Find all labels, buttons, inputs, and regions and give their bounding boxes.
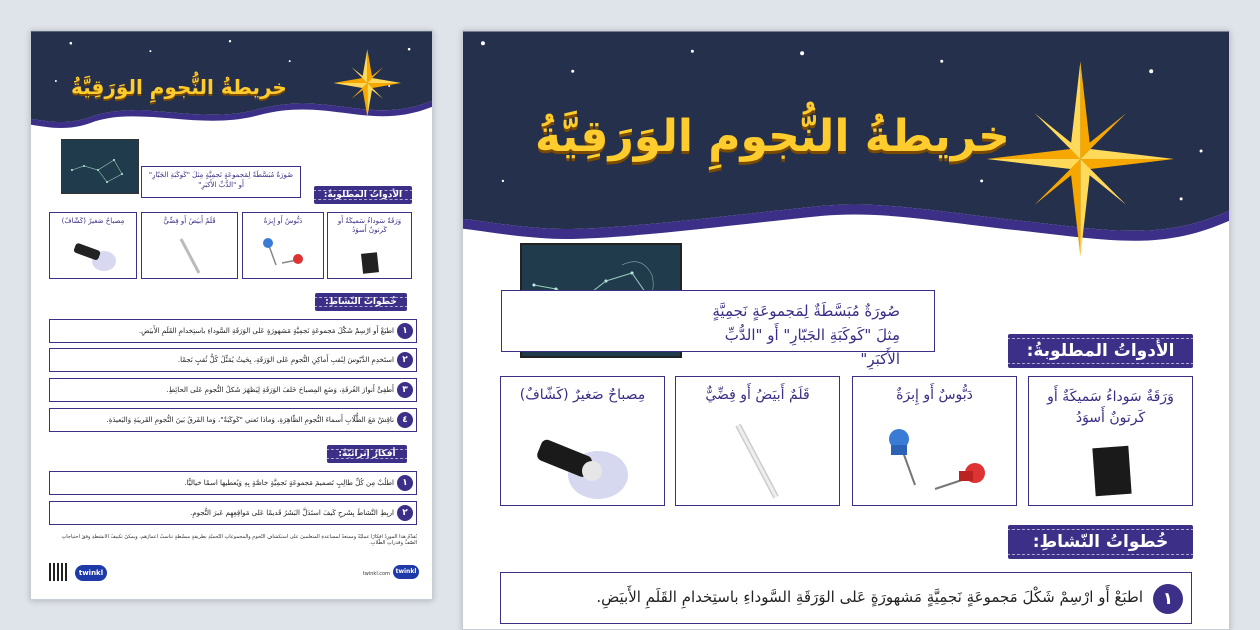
push-pin-icon	[258, 235, 308, 275]
small-worksheet	[30, 30, 433, 600]
step-number: ٣	[397, 382, 413, 398]
white-pen-icon	[718, 417, 798, 507]
image-caption: صُورَةٌ مُبَسَّطَةٌ لِمَجموعَةٍ نَجمِيَّةٍ مِثلَ "كَوكَبَةِ الجَبّارِ" أَو "الدُّبِّ الأَكبَرِ"	[141, 166, 301, 198]
step-number: ٤	[397, 412, 413, 428]
tools-heading: الأدواتُ المطلوبةُ:	[314, 186, 412, 204]
twinkl-logo-left[interactable]: twinkl	[75, 565, 107, 581]
footer-url[interactable]: twinkl.com	[362, 571, 390, 577]
tool-card-flashlight: مِصباحٌ صَغيرٌ (كَشّافٌ)	[49, 212, 137, 279]
step-number: ١	[1153, 584, 1183, 614]
idea-number: ٢	[397, 505, 413, 521]
twinkl-logo-right[interactable]: twinkl	[393, 565, 419, 579]
tool-card-pin: دَبُّوسٌ أَو إِبرَةٌ	[852, 376, 1017, 506]
step-row-4: ناقِشْ مَعَ الطُّلّابِ أَسماءَ النُّجومِ الظّاهِرَةِ، وَماذا تَعني "كَوكَبَةٌ"، وَما الفَرقُ بَينَ النُّجومِ القَريبَةِ وَالبَعيدَةِ.	[49, 408, 417, 432]
qr-code	[49, 563, 67, 581]
fine-print: يُقدِّمُ هذا المورِدُ أفكارًا عمليّةً وممتعةً لمساعدةِ المتعلّمينَ على استكشافِ النّجومِ والمجموعاتِ النّجميّةِ بطريقةٍ مبسّطةٍ تناسبُ أعمارَهم، ويمكنُ تكييفُ الأنشطةِ وفقَ احتياجاتِ الصّفِّ وقدراتِ الطّلابِ.	[61, 534, 417, 547]
white-pen-icon	[175, 235, 205, 275]
page-title: خريطةُ النُّجومِ الوَرَقِيَّةُ	[535, 111, 1010, 162]
idea-row-2: اربِطِ النَّشاطَ بِشَرحِ كَيفَ استَدَلَّ البَشَرُ قَديمًا عَلى مَواقِعِهِم عَبرَ النُّجومِ.	[49, 501, 417, 525]
tool-card-pin: دَبُّوسٌ أَو إِبرَةٌ	[242, 212, 324, 279]
tool-card-pen: قَلَمٌ أَبيَضُ أَو فِضِّيٌّ	[675, 376, 840, 506]
black-paper-icon	[1086, 443, 1136, 499]
tool-card-black-paper: وَرَقَةٌ سَوداءُ سَميكَةٌ أَو كَرتونٌ أَسوَدُ	[327, 212, 412, 279]
step-row-2: استَخدِمِ الدَّبّوسَ لِثَقبِ أَماكِنِ النُّجومِ عَلى الوَرَقَةِ، بِحَيثُ يُمَثِّلُ كُلُّ ثُقبٍ نَجمًا.	[49, 348, 417, 372]
flashlight-icon	[68, 235, 118, 275]
steps-heading: خُطواتُ النّشاطِ:	[1008, 525, 1193, 559]
step-row-1: اطبَعْ أَو ارْسِمْ شَكْلَ مَجموعَةٍ نَجمِيَّةٍ مَشهورَةٍ عَلى الوَرَقَةِ السَّوداءِ باستِخدامِ القَلَمِ الأَبيَضِ.	[49, 319, 417, 343]
flashlight-icon	[528, 417, 638, 507]
step-row-3: أَطفِئْ أَنوارَ الغُرفَةِ، وَضَعِ المِصباحَ خَلفَ الوَرَقَةِ لِيَظهَرَ شَكلُ النُّجومِ عَلى الحائِطِ.	[49, 378, 417, 402]
step-number: ٢	[397, 352, 413, 368]
push-pin-icon	[875, 421, 995, 501]
step-number: ١	[397, 323, 413, 339]
tool-card-flashlight: مِصباحٌ صَغيرٌ (كَشّافٌ)	[500, 376, 665, 506]
steps-heading: خُطواتُ النّشاطِ:	[315, 293, 407, 311]
tools-heading: الأدواتُ المطلوبةُ:	[1008, 334, 1193, 368]
image-caption: صُورَةٌ مُبَسَّطَةٌ لِمَجموعَةٍ نَجمِيَّةٍ مِثلَ "كَوكَبَةِ الجَبّارِ" أَو "الدُّبِّ الأَكبَرِ"	[501, 290, 935, 352]
idea-row-1: اطلُبْ مِن كُلِّ طالِبٍ تَصميمَ مَجموعَةٍ نَجمِيَّةٍ خاصَّةٍ بِهِ وَيُعطيها اسمًا خياليًّا.	[49, 471, 417, 495]
idea-number: ١	[397, 475, 413, 491]
large-worksheet	[462, 30, 1230, 630]
constellation-image	[61, 139, 139, 194]
tool-card-black-paper: وَرَقَةٌ سَوداءُ سَميكَةٌ أَو كَرتونٌ أَسوَدُ	[1028, 376, 1193, 506]
step-row-1: اطبَعْ أَو ارْسِمْ شَكْلَ مَجموعَةٍ نَجمِيَّةٍ مَشهورَةٍ عَلى الوَرَقَةِ السَّوداءِ باستِخدامِ القَلَمِ الأَبيَضِ.	[500, 572, 1192, 624]
ideas-heading: أفكارٌ إثرائيّةٌ:	[327, 445, 407, 463]
page-title: خريطةُ النُّجومِ الوَرَقِيَّةُ	[71, 75, 287, 99]
tool-card-pen: قَلَمٌ أَبيَضُ أَو فِضِّيٌّ	[141, 212, 238, 279]
black-paper-icon	[360, 251, 380, 275]
